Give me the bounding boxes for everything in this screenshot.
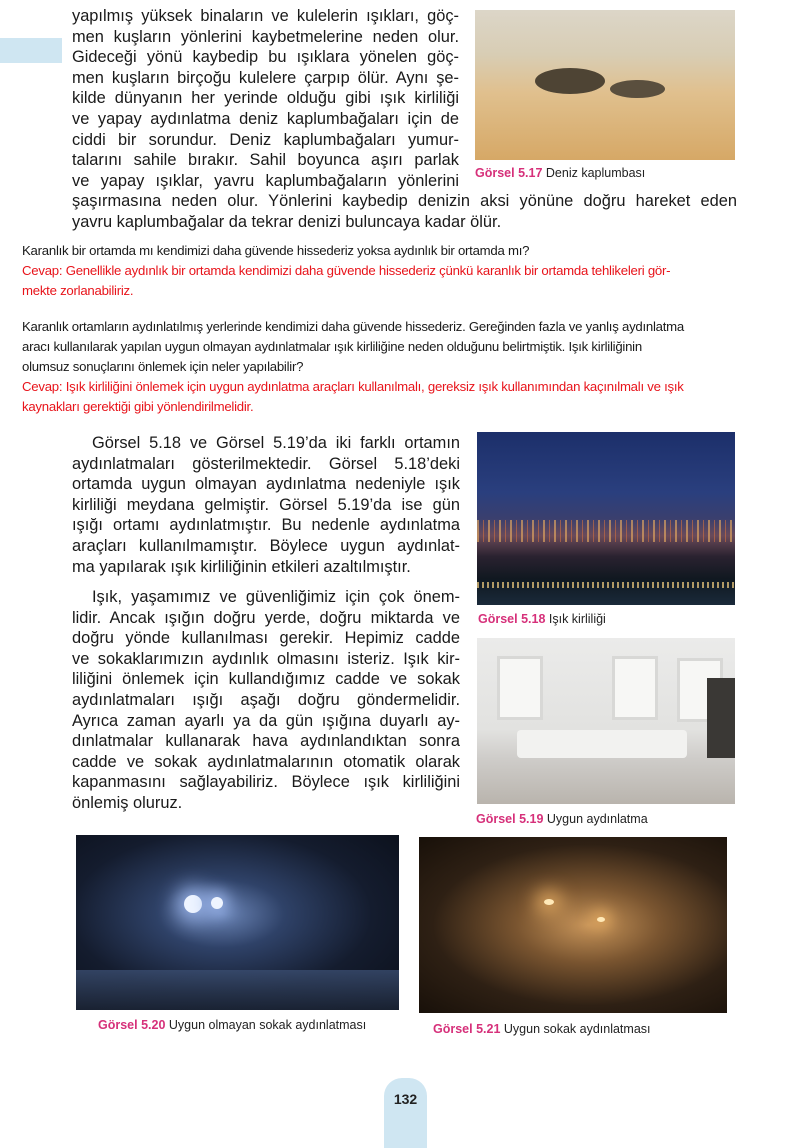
figure-label: Görsel 5.17 <box>475 166 543 180</box>
text-line: kapanmasını sağlayabiliriz. Böylece ışık kirliliğini <box>72 773 460 792</box>
text-line: kirliliği meydana gelmiştir. Görsel 5.19’da ise gün <box>72 495 460 514</box>
figure-label: Görsel 5.20 <box>98 1018 166 1032</box>
figure-label: Görsel 5.18 <box>478 612 546 626</box>
figure-caption-text: Işık kirliliği <box>548 612 606 626</box>
text-line: Görsel 5.18 ve Görsel 5.19’da iki farklı ortamın <box>92 434 460 452</box>
text-line: aydınlatmaları gösterilmektedir. Görsel 5.18’deki <box>72 454 460 473</box>
page-number: 132 <box>393 1091 418 1107</box>
paragraph-2 <box>72 433 460 577</box>
answer-text: mekte zorlanabiliriz. <box>22 283 134 298</box>
answer-text: kaynakları gerektiği gibi yönlendirilmelidir. <box>22 399 254 414</box>
figure-caption-5-19 <box>476 812 648 826</box>
text-line: cadde ve sokak aydınlatmalarının otomatik olarak <box>72 752 460 771</box>
text-line: kilde dünyanın her yerinde olduğu gibi ışık kirliliği <box>72 89 459 108</box>
bright-room-image <box>477 638 735 804</box>
page-number-tab <box>384 1078 427 1148</box>
text-line: ciddi bir sorundur. Deniz kaplumbağaları yumur- <box>72 130 459 149</box>
figure-label: Görsel 5.19 <box>476 812 544 826</box>
warm-street-lights-image <box>419 837 727 1013</box>
text-line: Ayrıca zaman ayarlı ya da gün ışığına duyarlı ay- <box>72 711 460 730</box>
answer-text: Cevap: Genellikle aydınlık bir ortamda kendimizi daha güvende hissederiz çünkü karanlık bir ortamda tehlikeleri gör- <box>22 263 671 278</box>
figure-caption-5-17 <box>475 166 645 180</box>
figure-caption-text: Uygun olmayan sokak aydınlatması <box>168 1018 367 1032</box>
text-line: ve sokaklarımızın aydınlık olmasını isteriz. Işık kir- <box>72 649 460 668</box>
text-line: doğru yönde kullanılması gerekir. Hepimiz cadde <box>72 629 460 648</box>
text-line: men kuşların yönlerini kaybetmelerine neden olur. <box>72 27 459 46</box>
figure-caption-5-18 <box>478 612 606 626</box>
figure-caption-text: Uygun sokak aydınlatması <box>503 1022 651 1036</box>
question-answer-1 <box>22 241 670 301</box>
side-tab <box>0 38 62 63</box>
figure-label: Görsel 5.21 <box>433 1022 501 1036</box>
question-text: aracı kullanılarak yapılan uygun olmayan aydınlatmalar ışık kirliliğine neden olduğunu belirtmiştik. Işık kirliliğinin <box>22 339 642 354</box>
paragraph-3 <box>72 587 460 814</box>
figure-caption-text: Uygun aydınlatma <box>546 812 648 826</box>
text-line: şaşırmasına neden olur. Yönlerini kaybedip denizin aksi yönüne doğru hareket eden <box>72 192 737 211</box>
question-answer-2 <box>22 317 684 417</box>
figure-caption-5-20 <box>98 1018 366 1032</box>
text-line: ma yapılarak ışık kirliliğinin etkileri azaltılmıştır. <box>72 557 411 576</box>
city-light-pollution-image <box>477 432 735 605</box>
text-line: yavru kaplumbağalar da tekrar denizi buluncaya kadar ölür. <box>72 212 502 231</box>
figure-caption-text: Deniz kaplumbası <box>545 166 646 180</box>
text-line: liliğini önlemek için kullandığımız cadde ve sokak <box>72 670 460 689</box>
text-line: yapılmış yüksek binaların ve kulelerin ışıkları, göç- <box>72 7 459 25</box>
text-line: aydınlatmaları ışığı aşağı doğru göndermelidir. <box>72 690 460 709</box>
figure-caption-5-21 <box>433 1022 651 1036</box>
blue-street-lights-image <box>76 835 399 1010</box>
text-line: dınlatmalar kullanarak hava aydınlandıktan sonra <box>72 732 460 751</box>
question-text: Karanlık bir ortamda mı kendimizi daha güvende hissederiz yoksa aydınlık bir ortamda mı? <box>22 243 530 258</box>
text-line: Işık, yaşamımız ve güvenliğimiz için çok önem- <box>92 588 460 606</box>
question-text: olumsuz sonuçlarını önlemek için neler yapılabilir? <box>22 359 304 374</box>
text-line: men kuşların birçoğu kulelere çarpıp ölür. Aynı şe- <box>72 68 459 87</box>
text-line: ve yapay ışıklar, yavru kaplumbağaların yönlerini <box>72 171 459 190</box>
text-line: Gideceği yönü kaybedip bu ışıklara yönelen göç- <box>72 48 459 67</box>
text-line: ve yapay aydınlatma deniz kaplumbağaları için de <box>72 109 459 128</box>
text-line: araçları kullanılmamıştır. Böylece uygun aydınlat- <box>72 536 460 555</box>
text-line: ışığı ortamı aydınlatmıştır. Bu nedenle aydınlatma <box>72 516 460 535</box>
question-text: Karanlık ortamların aydınlatılmış yerlerinde kendimizi daha güvende hissederiz. Gereğinden fazla ve yanlış aydınlatma <box>22 319 684 334</box>
text-line: ortamda uygun olmayan aydınlatma nedeniyle ışık <box>72 475 460 494</box>
sea-turtle-image <box>475 10 735 160</box>
text-line: önlemiş oluruz. <box>72 793 183 812</box>
text-line: talarını sahile bırakır. Sahil boyunca aşırı parlak <box>72 151 459 170</box>
text-line: lidir. Ancak ışığın doğru yerde, doğru miktarda ve <box>72 608 460 627</box>
answer-text: Cevap: Işık kirliliğini önlemek için uygun aydınlatma araçları kullanılmalı, gereksiz ışık kullanımından kaçınılmalı ve ışık <box>22 379 684 394</box>
